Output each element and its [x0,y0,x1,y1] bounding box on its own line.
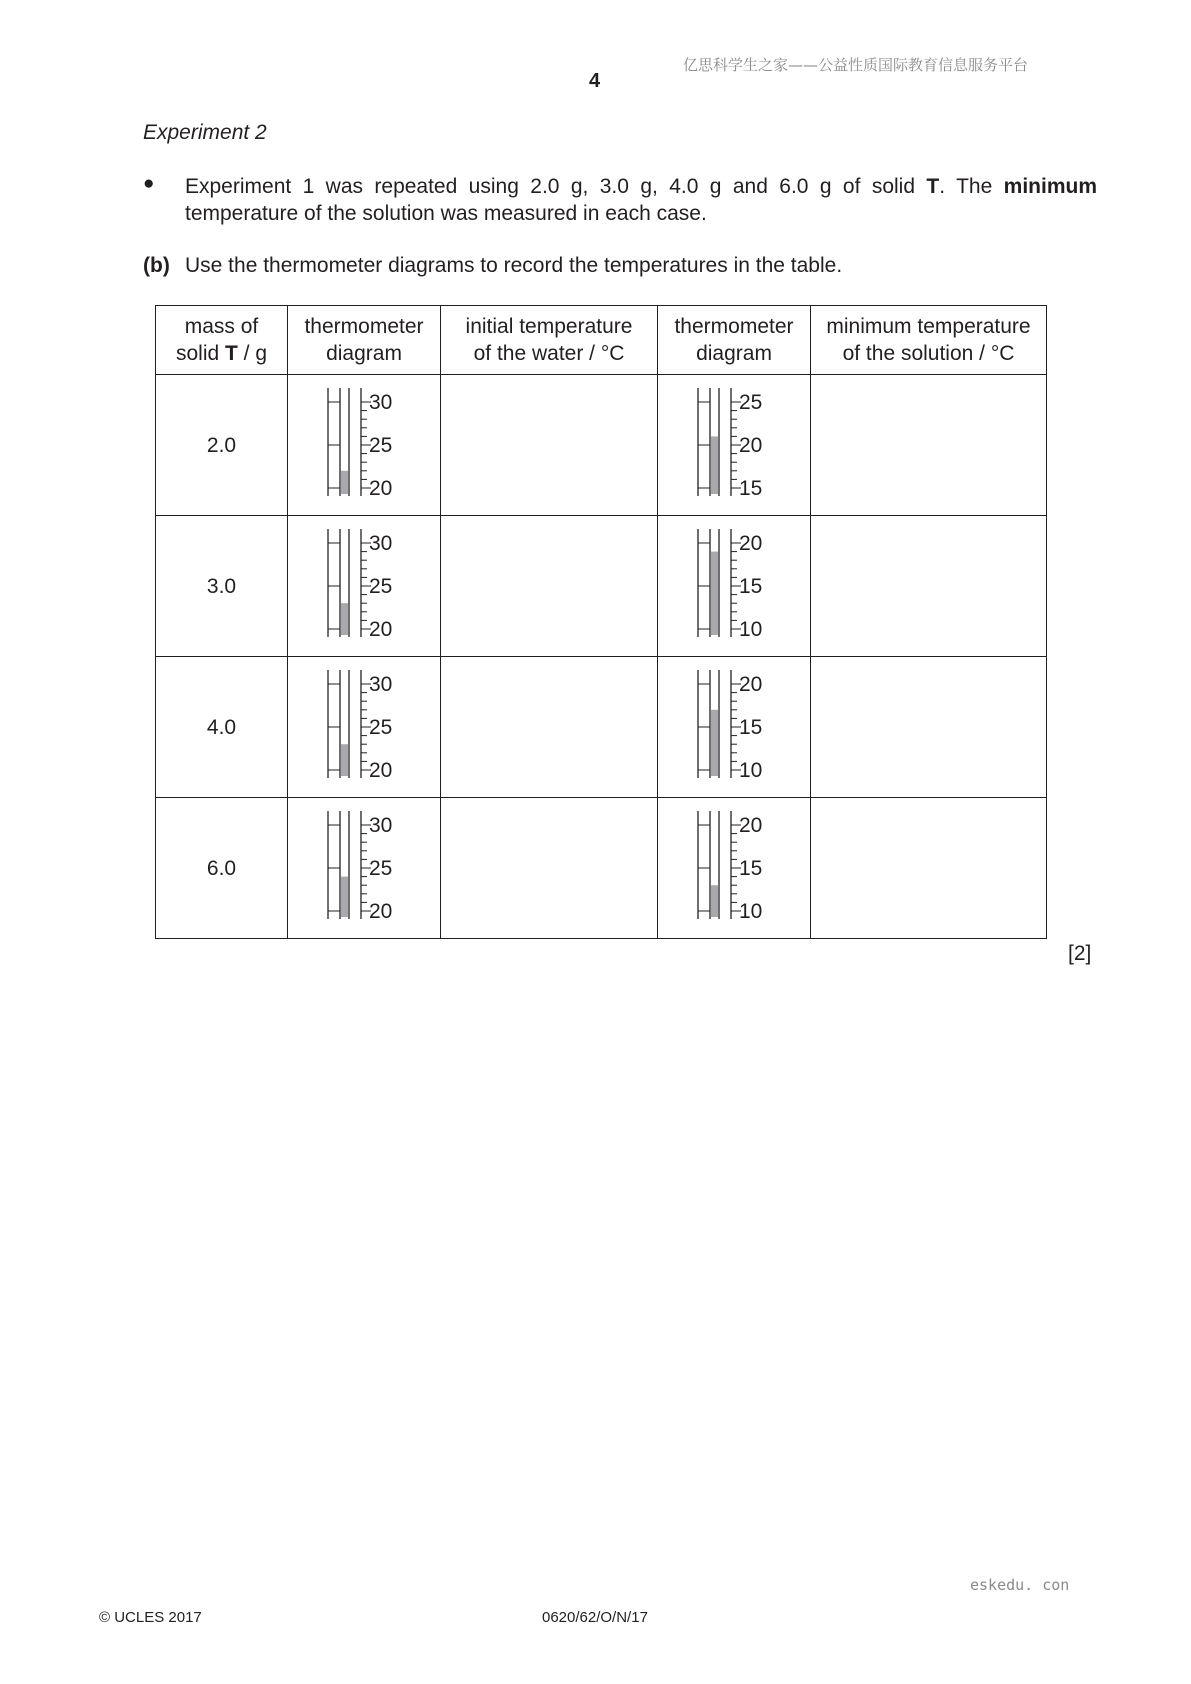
scale-label: 25 [369,434,393,457]
minimum-bold: minimum [1003,175,1098,198]
initial-temperature-answer[interactable] [441,375,658,516]
scale-label: 20 [739,814,763,837]
mass-cell: 3.0 [156,516,288,657]
mass-cell: 6.0 [156,798,288,939]
initial-temperature-answer[interactable] [441,657,658,798]
header-thermo1-line2: diagram [326,342,402,365]
results-table [155,305,1047,939]
initial-thermometer-cell [288,798,441,939]
bullet-dot: ● [143,173,155,194]
scale-label: 30 [369,532,393,555]
question-text: Use the thermometer diagrams to record the temperatures in the table. [185,254,843,277]
table-row [156,798,1047,939]
thermometer-diagram [694,666,774,788]
scale-label: 15 [739,716,763,739]
scale-label: 30 [369,814,393,837]
initial-thermometer-cell [288,657,441,798]
initial-temperature-answer[interactable] [441,798,658,939]
header-row [156,306,1047,375]
page-number: 4 [589,70,601,92]
header-mass-line1: mass of [184,315,259,338]
scale-label: 15 [739,575,763,598]
scale-label: 15 [739,477,763,500]
header-mass-line2-pre: solid [175,342,225,365]
header-min-line1: minimum temperature [826,315,1031,338]
header-thermo2-line2: diagram [696,342,772,365]
mercury-column [711,436,718,494]
header-minimum-temperature [811,306,1047,375]
thermometer-diagram [324,807,404,929]
desc-part-1: Experiment 1 was repeated using 2.0 g, 3.0 g, 4.0 g and 6.0 g of solid [185,175,927,198]
minimum-temperature-answer[interactable] [811,375,1047,516]
scale-label: 20 [369,900,393,923]
minimum-temperature-answer[interactable] [811,798,1047,939]
thermometer-diagram [324,384,404,506]
mercury-column [341,877,348,917]
scale-label: 15 [739,857,763,880]
experiment-title: Experiment 2 [143,121,267,144]
mercury-column [341,744,348,776]
thermometer-diagram [324,525,404,647]
mass-cell: 4.0 [156,657,288,798]
question-label: (b) [143,254,170,277]
header-initial-line2: of the water / °C [473,342,625,365]
thermometer-diagram [694,807,774,929]
header-thermo1-line1: thermometer [304,315,424,338]
scale-label: 20 [369,759,393,782]
desc-part-3: temperature of the solution was measured in each case. [185,202,707,225]
header-initial-line1: initial temperature [465,315,633,338]
scale-label: 25 [369,575,393,598]
final-thermometer-cell [658,657,811,798]
header-initial-temperature [441,306,658,375]
scale-label: 10 [739,759,763,782]
mercury-column [711,885,718,917]
scale-label: 25 [739,391,763,414]
thermometer-diagram [694,525,774,647]
scale-label: 30 [369,391,393,414]
scale-label: 30 [369,673,393,696]
scale-label: 20 [739,532,763,555]
final-thermometer-cell [658,375,811,516]
mercury-column [341,471,348,494]
experiment-description [185,173,1097,227]
mass-cell: 2.0 [156,375,288,516]
header-min-line2: of the solution / °C [842,342,1015,365]
scale-label: 25 [369,857,393,880]
scale-label: 10 [739,900,763,923]
header-thermometer-initial [288,306,441,375]
thermometer-diagram [694,384,774,506]
initial-thermometer-cell [288,375,441,516]
table-row [156,516,1047,657]
watermark-top: 亿思科学生之家——公益性质国际教育信息服务平台 [683,56,1029,74]
header-mass [156,306,288,375]
watermark-bottom: eskedu. con [970,1576,1070,1594]
header-mass-line2-post: / g [237,342,268,365]
initial-thermometer-cell [288,516,441,657]
mercury-column [341,603,348,635]
mercury-column [711,552,718,635]
scale-label: 25 [369,716,393,739]
marks-label: [2] [1068,942,1092,965]
final-thermometer-cell [658,798,811,939]
table-row [156,657,1047,798]
mercury-column [711,710,718,776]
thermometer-diagram [324,666,404,788]
header-thermo2-line1: thermometer [674,315,794,338]
final-thermometer-cell [658,516,811,657]
footer-copyright: © UCLES 2017 [99,1609,202,1626]
scale-label: 20 [739,673,763,696]
header-mass-line2-bold: T [225,342,238,365]
scale-label: 20 [369,618,393,641]
solid-t-bold: T [926,175,940,198]
header-thermometer-final [658,306,811,375]
desc-part-2: . The [939,175,1004,198]
minimum-temperature-answer[interactable] [811,657,1047,798]
scale-label: 10 [739,618,763,641]
table-row [156,375,1047,516]
initial-temperature-answer[interactable] [441,516,658,657]
scale-label: 20 [369,477,393,500]
minimum-temperature-answer[interactable] [811,516,1047,657]
scale-label: 20 [739,434,763,457]
footer-code: 0620/62/O/N/17 [542,1609,648,1626]
